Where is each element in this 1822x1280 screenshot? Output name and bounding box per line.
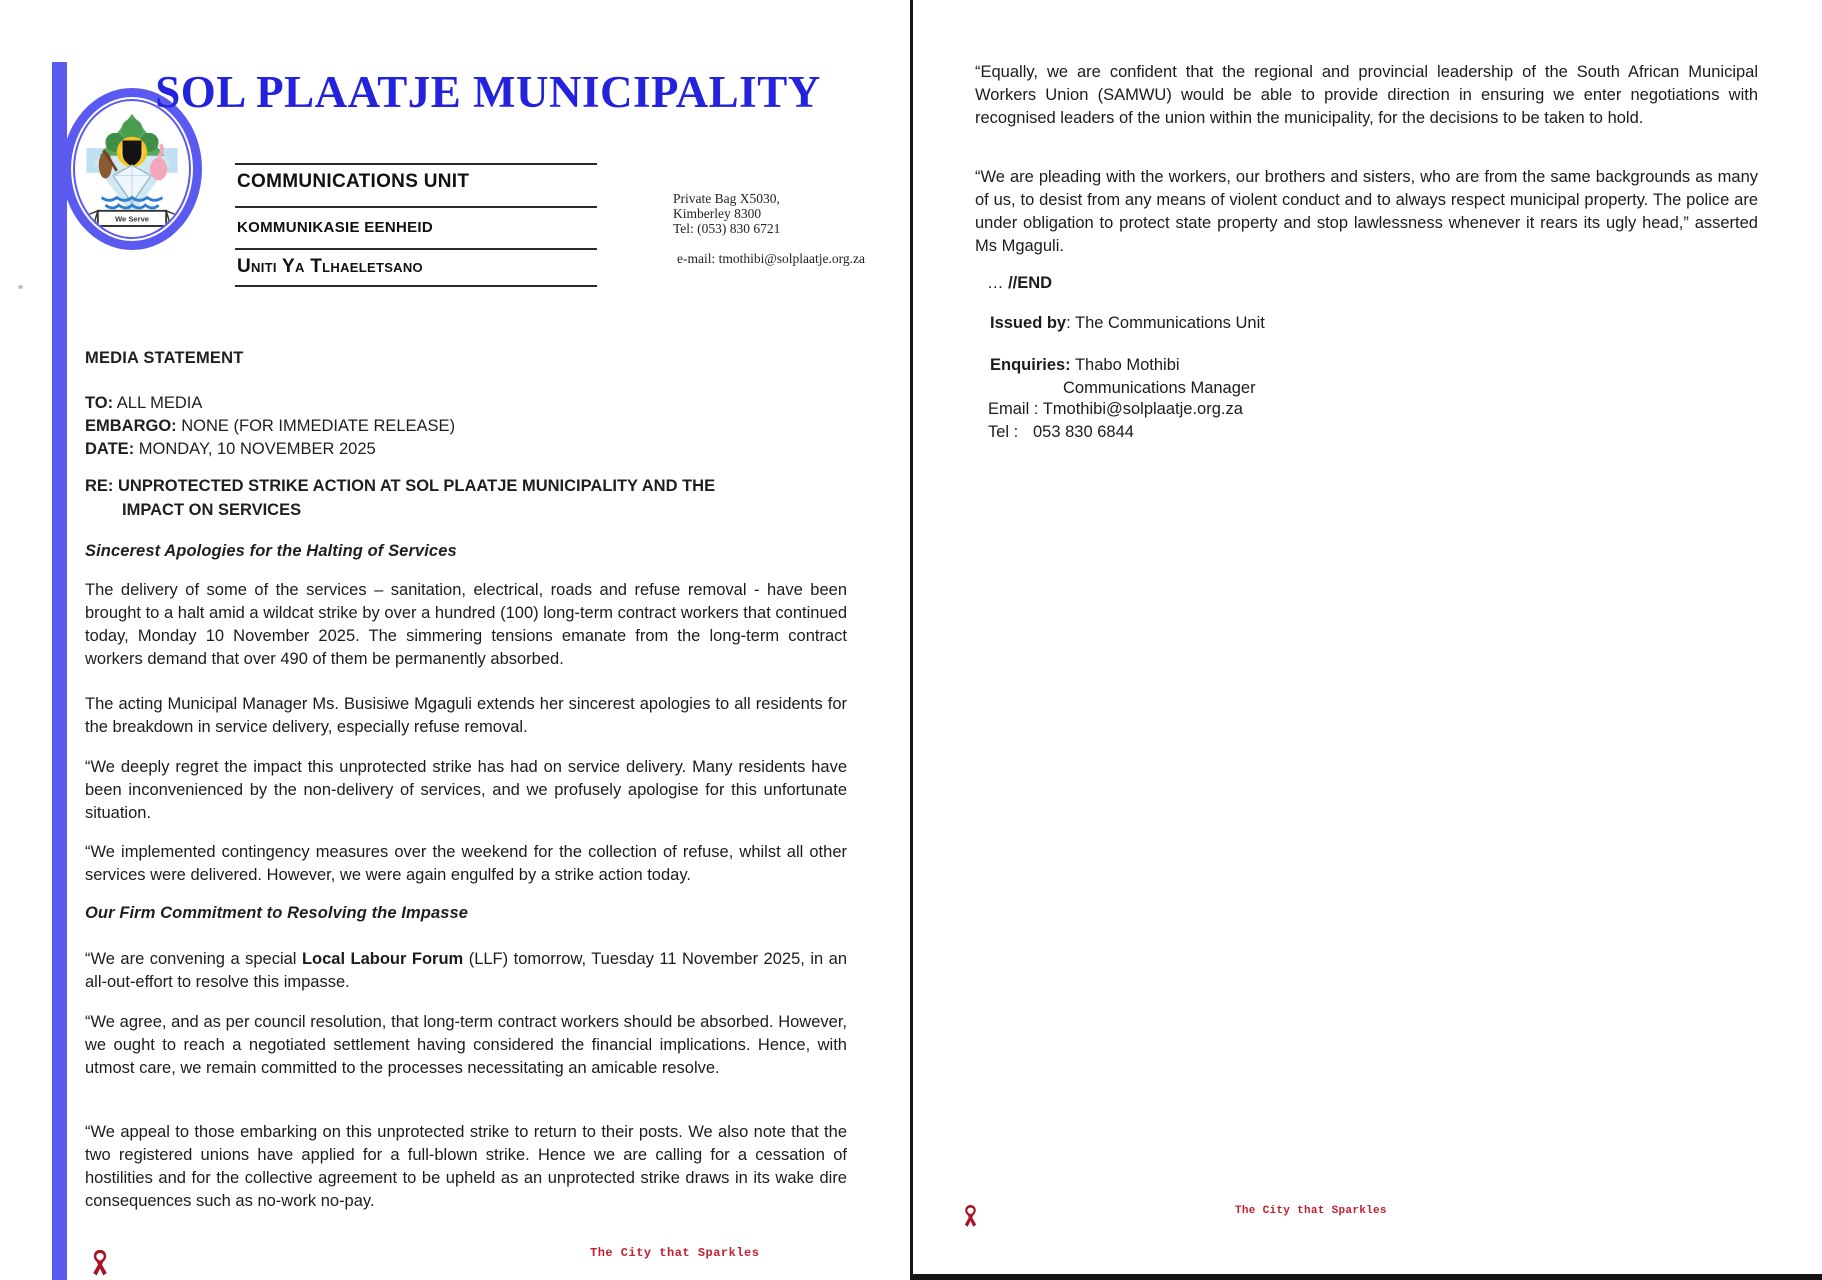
embargo-line — [85, 415, 455, 438]
unit-name-setswana: Uniti Ya Tlhaeletsano — [237, 256, 423, 277]
page-title: SOL PLAATJE MUNICIPALITY — [155, 67, 821, 117]
enquiries-role: Communications Manager — [1063, 379, 1256, 397]
issued-by-line — [990, 312, 1265, 335]
tel-label: Tel : — [988, 423, 1019, 441]
to-label: TO: — [85, 394, 114, 412]
to-line — [85, 392, 202, 415]
tel-line — [988, 421, 1134, 444]
p5-bold: Local Labour Forum — [301, 950, 464, 968]
subject-heading — [85, 475, 715, 522]
letterhead-rule — [235, 206, 597, 208]
address-line: Private Bag X5030, — [673, 191, 780, 206]
tel-value: 053 830 6844 — [1033, 423, 1134, 441]
right-page — [913, 0, 1822, 1274]
letterhead-rule — [235, 248, 597, 250]
enquiries-value: Thabo Mothibi — [1070, 356, 1180, 374]
letterhead-accent-bar — [52, 62, 67, 1280]
left-page — [0, 0, 910, 1280]
letterhead-rule — [235, 163, 597, 165]
media-statement-heading: MEDIA STATEMENT — [85, 349, 244, 367]
awareness-ribbon-icon — [91, 1249, 109, 1279]
email-line: Email : Tmothibi@solplaatje.org.za — [988, 400, 1243, 418]
paragraph: “We are pleading with the workers, our brothers and sisters, who are from the same backgrounds as many of us, to desist from any means of violent conduct and to always respect municipal property. The police are under obligation to protect state property and stop lawlessness whenever it rears its ugly head,” asserted Ms Mgaguli. — [975, 168, 1758, 255]
paragraph: “We agree, and as per council resolution, that long-term contract workers should be absorbed. However, we ought to reach a negotiated settlement having considered the financial implications. Hence, with utmost care, we remain committed to the processes necessitating an amicable resolve. — [85, 1013, 847, 1077]
date-line — [85, 438, 376, 461]
paragraph: “We deeply regret the impact this unprotected strike has had on service delivery. Many residents have been inconvenienced by the non-delivery of services, and we profusely apologise for this unfortunate situation. — [85, 758, 847, 822]
paragraph: The acting Municipal Manager Ms. Busisiwe Mgaguli extends her sincerest apologies to all residents for the breakdown in service delivery, especially refuse removal. — [85, 695, 847, 736]
enquiries-line — [990, 354, 1180, 377]
paragraph: The delivery of some of the services – sanitation, electrical, roads and refuse removal - have been brought to a halt amid a wildcat strike by over a hundred (100) long-term contract workers that continued today, Monday 10 November 2025. The simmering tensions emanate from the long-term contract workers demand that over 490 of them be permanently absorbed. — [85, 581, 847, 668]
paragraph: “We appeal to those embarking on this unprotected strike to return to their posts. We also note that the two registered unions have applied for a full-blown strike. Hence we are calling for a cessation of hostilities and for the collective agreement to be upheld as an unprotected strike draws in its wake dire consequences such as no-work no-pay. — [85, 1123, 847, 1210]
address-block — [673, 191, 780, 236]
city-slogan: The City that Sparkles — [590, 1246, 760, 1260]
p5-post: (LLF) tomorrow, Tuesday 11 November 2025, in an all-out-effort to resolve this impasse. — [85, 950, 847, 991]
enquiries-label: Enquiries: — [990, 356, 1071, 374]
paragraph: “We implemented contingency measures over the weekend for the collection of refuse, whilst all other services were delivered. However, we were again engulfed by a strike action today. — [85, 843, 847, 884]
letterhead-email: e-mail: tmothibi@solplaatje.org.za — [677, 251, 866, 266]
to-value: ALL MEDIA — [113, 394, 203, 412]
subject-line-2: IMPACT ON SERVICES — [122, 500, 302, 519]
logo-motto: We Serve — [114, 214, 150, 224]
awareness-ribbon-icon — [963, 1204, 978, 1230]
paragraph — [85, 948, 847, 994]
subject-line-1: RE: UNPROTECTED STRIKE ACTION AT SOL PLAATJE MUNICIPALITY AND THE — [85, 477, 716, 495]
unit-name-afrikaans: KOMMUNIKASIE EENHEID — [237, 219, 434, 236]
coat-of-arms-icon — [73, 99, 191, 239]
end-ellipsis: … — [987, 274, 1009, 292]
section-heading-commitment: Our Firm Commitment to Resolving the Impasse — [85, 904, 469, 922]
p5-pre: “We are convening a special — [85, 950, 302, 968]
address-line: Kimberley 8300 — [673, 206, 762, 221]
issued-by-value: : The Communications Unit — [1066, 314, 1265, 332]
date-label: DATE: — [85, 440, 135, 458]
letterhead-rule — [235, 285, 597, 287]
paragraph: “Equally, we are confident that the regional and provincial leadership of the South African Municipal Workers Union (SAMWU) would be able to provide direction in ensuring we enter negotiations with recognised leaders of the union within the municipality, for the decisions to be taken to hold. — [975, 63, 1758, 127]
unit-name-english: COMMUNICATIONS UNIT — [237, 171, 470, 192]
embargo-label: EMBARGO: — [85, 417, 177, 435]
embargo-value: NONE (FOR IMMEDIATE RELEASE) — [176, 417, 456, 435]
address-line: Tel: (053) 830 6721 — [673, 221, 781, 236]
date-value: MONDAY, 10 NOVEMBER 2025 — [134, 440, 376, 458]
end-marker — [987, 272, 1052, 295]
issued-by-label: Issued by — [990, 314, 1067, 332]
end-label: //END — [1008, 274, 1053, 292]
section-heading-apologies: Sincerest Apologies for the Halting of Services — [85, 542, 457, 560]
city-slogan: The City that Sparkles — [1235, 1205, 1387, 1217]
scan-speck — [18, 285, 23, 289]
